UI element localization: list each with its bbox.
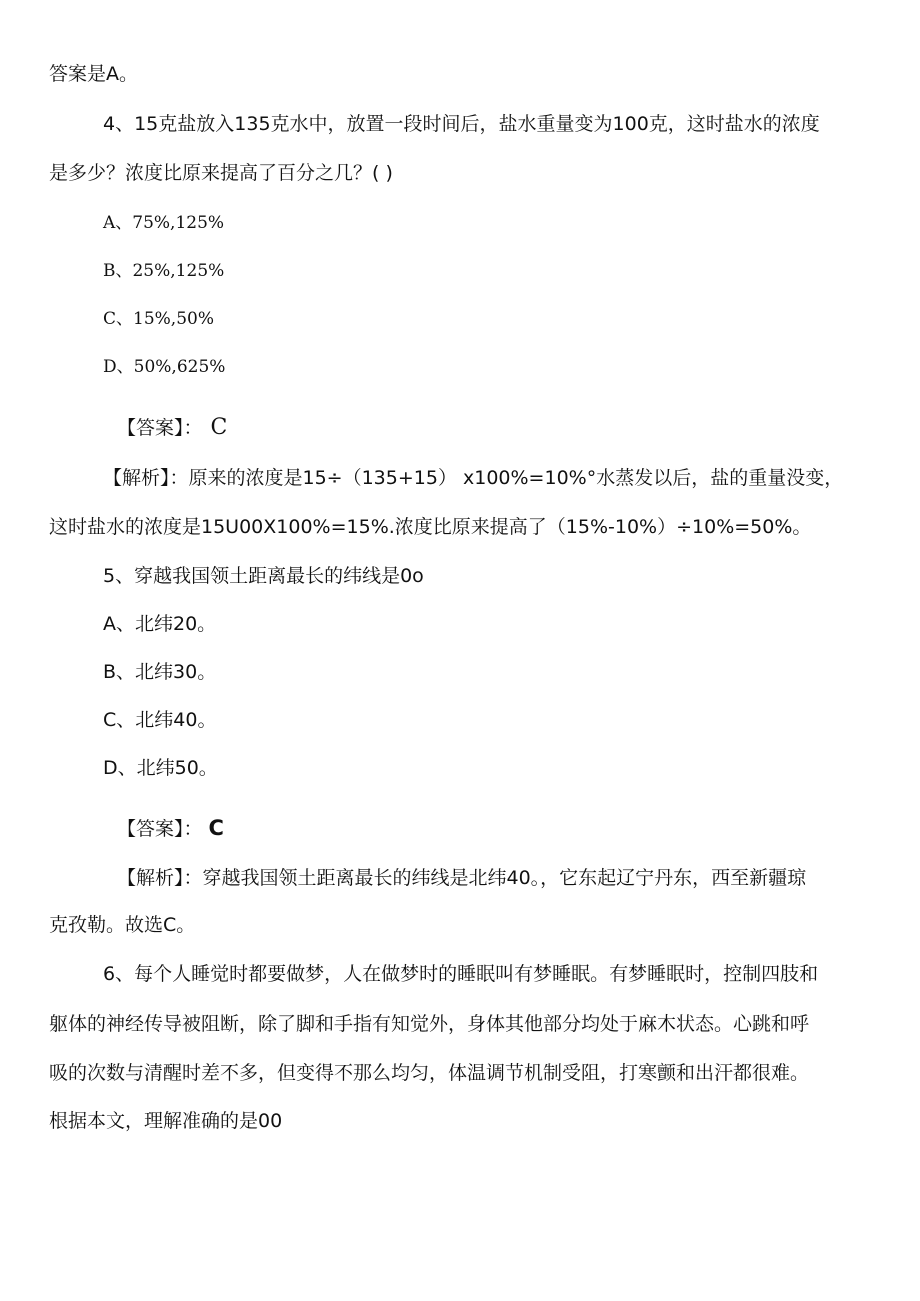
question-5-explanation: 【解析】：穿越我国领土距离最长的纬线是北纬40。，它东起辽宁丹东，西至新疆琼	[117, 867, 807, 889]
question-5-option-c: C、北纬40。	[103, 709, 217, 731]
question-4-option-a: A、75%,125%	[103, 213, 225, 233]
question-5-option-b: B、北纬30。	[103, 661, 217, 683]
question-6-stem-line-3: 吸的次数与清醒时差不多，但变得不那么均匀，体温调节机制受阻，打寒颤和出汗都很难。	[49, 1062, 810, 1084]
question-5-answer	[117, 816, 224, 841]
answer-label: 【答案】：	[117, 417, 203, 439]
question-6-stem-line-2: 躯体的神经传导被阻断，除了脚和手指有知觉外，身体其他部分均处于麻木状态。心跳和呼	[49, 1013, 810, 1035]
question-4-explanation: 【解析】：原来的浓度是15÷（135+15） x100%=10%°水蒸发以后，盐的重量没变，	[103, 467, 844, 489]
question-6-stem: 6、每个人睡觉时都要做梦，人在做梦时的睡眠叫有梦睡眠。有梦睡眠时，控制四肢和	[103, 963, 819, 985]
question-4-option-d: D、50%,625%	[103, 357, 226, 377]
question-5-stem: 5、穿越我国领土距离最长的纬线是0o	[103, 565, 424, 587]
answer-label: 【答案】：	[117, 818, 203, 840]
question-4-explanation-continued: 这时盐水的浓度是15U00X100%=15%.浓度比原来提高了（15%-10%）÷10%=50%。	[49, 516, 812, 538]
previous-answer: 答案是A。	[49, 63, 138, 85]
question-5-explanation-continued: 克孜勒。故选C。	[49, 914, 196, 936]
question-5-option-d: D、北纬50。	[103, 757, 218, 779]
question-4-stem: 4、15克盐放入135克水中，放置一段时间后，盐水重量变为100克，这时盐水的浓度	[103, 113, 820, 135]
question-4-stem-continued: 是多少？浓度比原来提高了百分之几？( )	[49, 162, 393, 184]
question-6-stem-line-4: 根据本文，理解准确的是00	[49, 1110, 283, 1132]
question-4-answer	[117, 416, 227, 440]
question-4-option-c: C、15%,50%	[103, 309, 214, 329]
question-5-option-a: A、北纬20。	[103, 613, 217, 635]
answer-value: C	[208, 816, 224, 840]
question-4-option-b: B、25%,125%	[103, 261, 225, 281]
answer-value: C	[210, 415, 228, 440]
